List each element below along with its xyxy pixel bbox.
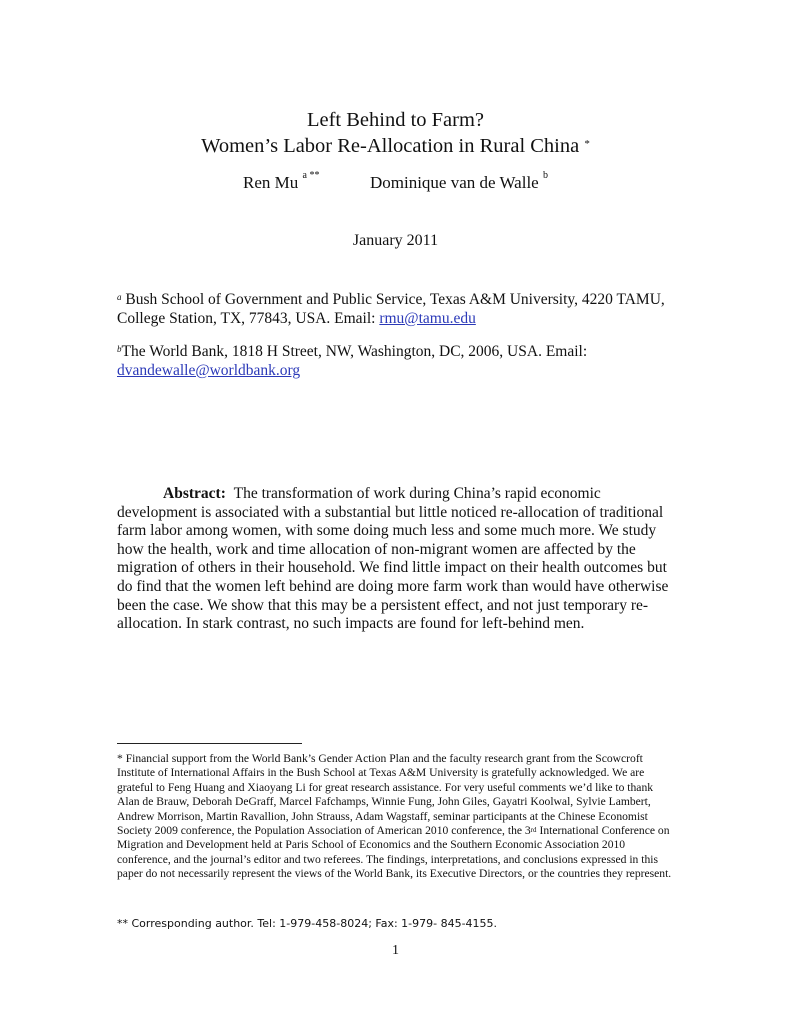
affiliation-b: $^b$The World Bank, 1818 H Street, NW, Washington, DC, 2006, USA. Email: dvandewalle@worldbank.org	[117, 343, 588, 379]
author-list	[0, 170, 791, 193]
page-number: 1	[392, 943, 399, 958]
author-2-marker: b	[542, 170, 548, 181]
affiliation-b-marker: b	[117, 344, 122, 354]
abstract-label: Abstract	[163, 485, 221, 502]
author-1: Ren Mu $^{a **}$	[243, 170, 320, 192]
affiliation-a-marker: a	[117, 292, 122, 302]
paper-title-line-1: Left Behind to Farm?	[306, 109, 485, 131]
affiliation-a: $^a$ Bush School of Government and Public Service, Texas A&M University, 4220 TAMU, College Station, TX, 77843, USA. Email: rmu@tamu.edu	[117, 291, 665, 327]
footnote-acknowledgements: * Financial support from the World Bank’s Gender Action Plan and the faculty research grant from the Scowcroft Institute of International Affairs in the Bush School at Texas A&M University is gratefully acknowledged. We are grateful to Feng Huang and Xiaoyang Li for great research assistance. For very useful comments we’d like to thank Alan de Brauw, Deborah DeGraff, Marcel Fafchamps, Winnie Fung, John Giles, Gayatri Koolwal, Sylvie Lambert, Andrew Morrison, Martin Ravallion, John Strauss, Adam Wagstaff, seminar participants at the Chinese Economist Society 2009 conference, the Population Association of American 2010 conference, the 3rd International Conference on Migration and Development held at Paris School of Economics and the Southern Economic Association 2010 conference, and the journal’s editor and two referees. The findings, interpretations, and conclusions expressed in this paper do not necessarily represent the views of the World Bank, its Executive Directors, or the countries they represent.	[117, 752, 672, 881]
paper-title-line-2: Women’s Labor Re-Allocation in Rural China *	[201, 135, 590, 157]
abstract-text: The transformation of work during China’s rapid economic development is associated with a substantial but little noticed re-allocation of traditional farm labor among women, with some doing much less and some much more. We study how the health, work and time allocation of non-migrant women are affected by the migration of others in their household. We find little impact on their health outcomes but do find that the women left behind are doing more farm work than would have otherwise been the case. We show that this may be a persistent effect, and not just temporary re-allocation. In stark contrast, no such impacts are found for left-behind men.	[117, 485, 669, 633]
author-2: Dominique van de Walle $^b$	[369, 170, 548, 192]
title-footnote-marker: *	[584, 138, 590, 150]
footnote-corresponding-author: ** Corresponding author. Tel: 1-979-458-8024; Fax: 1-979- 845-4155.	[117, 917, 498, 930]
email-link-dvandewalle[interactable]: dvandewalle@worldbank.org	[117, 362, 301, 379]
abstract: Abstract: The transformation of work during China’s rapid economic development is associated with a substantial but little noticed re-allocation of traditional farm labor among women, with some doing much less and some much more. We study how the health, work and time allocation of non-migrant women are affected by the migration of others in their household. We find little impact on their health outcomes but do find that the women left behind are doing more farm work than would have otherwise been the case. We show that this may be a persistent effect, and not just temporary re-allocation. In stark contrast, no such impacts are found for left-behind men.	[117, 485, 669, 633]
author-1-marker: a **	[302, 170, 320, 181]
email-link-rmu[interactable]: rmu@tamu.edu	[379, 310, 476, 327]
footnote-divider	[117, 743, 302, 744]
publication-date: January 2011	[352, 232, 439, 249]
